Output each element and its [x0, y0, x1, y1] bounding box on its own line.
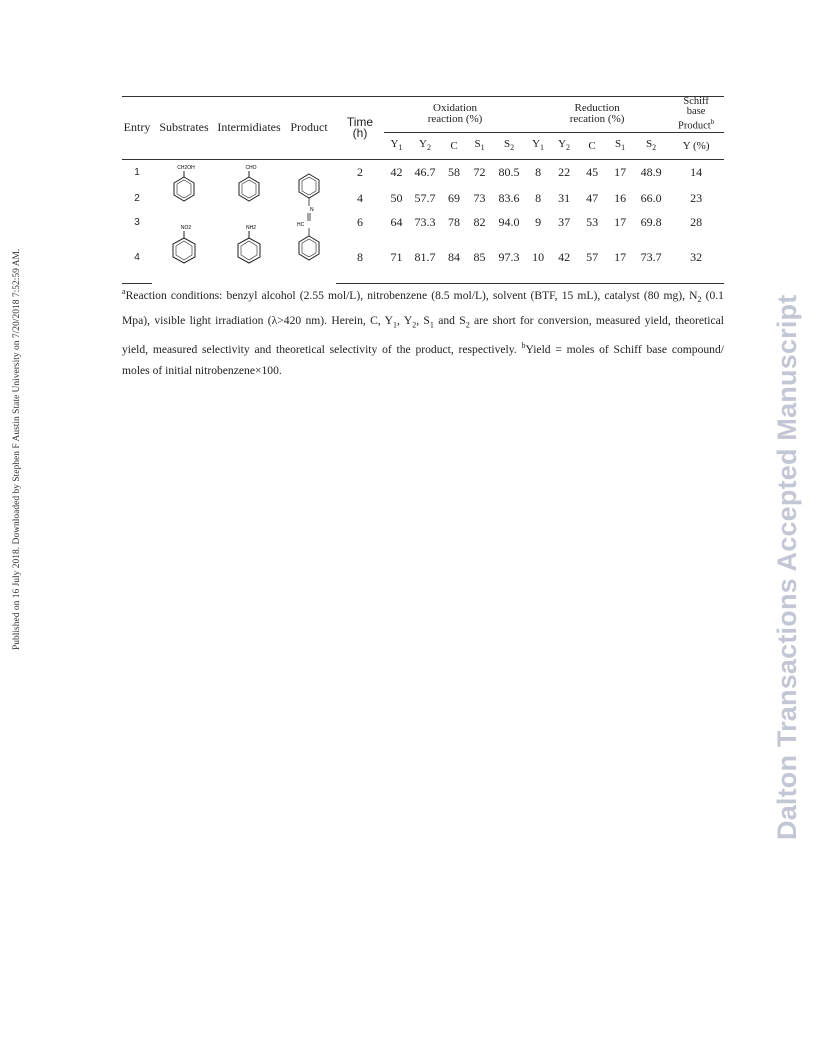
header-schiff-line2: base	[686, 106, 706, 117]
subheader-ox-c: C	[441, 132, 467, 159]
imine-hc-label: HC	[297, 222, 305, 229]
cell-ox-s1: 85	[467, 233, 492, 283]
cell-ox-y2: 81.7	[409, 233, 441, 283]
subheader-ox-y1: $Y_1$	[384, 132, 409, 159]
cell-yield: 28	[690, 214, 703, 229]
cell-ox-y1: 42	[390, 164, 403, 179]
watermark	[772, 220, 806, 840]
cell-ox-y2: 46.7	[414, 164, 436, 179]
header-time	[336, 97, 384, 160]
cell-ox-s1: 82	[473, 214, 486, 229]
nitro-group-label: NO2	[180, 225, 192, 231]
header-reduction-line2: recation (%)	[569, 113, 625, 126]
cell-red-y1: 9	[535, 214, 542, 229]
cell-red-y2: 42	[550, 233, 578, 283]
intermediate-structure	[216, 211, 282, 283]
header-time-label: Time	[346, 114, 374, 129]
header-reduction	[526, 97, 668, 133]
cell-red-s1: 16	[614, 190, 627, 205]
header-row-1	[122, 97, 724, 133]
cell-red-c: 45	[586, 164, 599, 179]
footnote-a-mark: a	[122, 287, 126, 296]
header-substrates: Substrates	[152, 97, 216, 160]
cell-entry: 4	[122, 233, 152, 283]
table-footnote: $^a$Reaction conditions: benzyl alcohol (2.55 mol/L), nitrobenzene (8.5 mol/L), solvent (BTF, 15 mL), catalyst (80 mg), $N_2$ (0.1 Mpa), visible light irradiation (λ>420 nm). Herein, C, $Y_1$, $Y_2$, $S_1$ and $S_2$ are short for conversion, measured yield, theoretical yield, measured selectivity and theoretical selectivity of the product, respectively. $^b$Yield = moles of Schiff base compound/ moles of initial nitrobenzene×100.	[122, 287, 724, 378]
cell-ox-y1: 71	[384, 233, 409, 283]
imine-n-label: N	[310, 207, 314, 214]
header-schiff-line1: Schiff	[683, 96, 709, 107]
cell-red-y2: 31	[558, 190, 571, 205]
cell-ox-c: 69	[448, 190, 460, 205]
substrate-structure	[152, 159, 216, 211]
cell-ox-y1: 64	[390, 214, 403, 229]
footnote-text-6: are short for conversion, measured yield, theoretical yield, measured selectivity and theoretical selectivity of the product, respectively.	[122, 314, 724, 357]
subheader-ox-s2: $S_2$	[492, 132, 526, 159]
header-oxidation-line2: reaction (%)	[427, 113, 483, 126]
cell-red-s2: 48.9	[640, 164, 662, 179]
cell-red-c: 47	[586, 190, 599, 205]
cell-ox-s2: 97.3	[492, 233, 526, 283]
cell-red-s1: 17	[606, 233, 634, 283]
cell-time: 4	[357, 190, 363, 205]
cell-ox-s2: 94.0	[498, 214, 520, 229]
subheader-ox-s1: $S_1$	[467, 132, 492, 159]
cell-ox-s2: 83.6	[498, 190, 520, 205]
aldehyde-group-label: CHO	[245, 165, 257, 172]
header-schiff	[668, 97, 724, 133]
cell-ox-y1: 50	[390, 190, 403, 205]
alcohol-group-label: CH2OH	[177, 165, 195, 172]
footnote-text-2: (0.1 Mpa), visible light irradiation (λ>420 nm). Herein, C, Y	[122, 288, 724, 328]
cell-time: 2	[357, 164, 363, 179]
cell-entry: 1	[134, 166, 140, 178]
subheader-yield: Y (%)	[668, 132, 724, 159]
subheader-red-s1: $S_1$	[606, 132, 634, 159]
cell-yield: 23	[690, 190, 703, 205]
cell-red-y1: 8	[535, 190, 542, 205]
footnote-text-1: Reaction conditions: benzyl alcohol (2.55 mol/L), nitrobenzene (8.5 mol/L), solvent (BTF, 15 mL), catalyst (80 mg), N	[125, 288, 698, 302]
subheader-red-y1: $Y_1$	[526, 132, 550, 159]
header-oxidation-line1: Oxidation	[433, 102, 478, 115]
cell-red-s1: 17	[614, 214, 627, 229]
cell-red-s2: 66.0	[640, 190, 662, 205]
product-structure	[282, 159, 336, 283]
cell-ox-c: 78	[448, 214, 460, 229]
table-row	[122, 211, 724, 233]
cell-ox-s2: 80.5	[498, 164, 520, 179]
subheader-ox-y2: $Y_2$	[409, 132, 441, 159]
cell-yield: 32	[668, 233, 724, 283]
cell-red-y2: 22	[558, 164, 571, 179]
cell-red-c: 53	[586, 214, 599, 229]
header-product: Product	[282, 97, 336, 160]
cell-time: 8	[336, 233, 384, 283]
substrate-structure	[152, 211, 216, 283]
header-oxidation	[384, 97, 526, 133]
subheader-red-y2: $Y_2$	[550, 132, 578, 159]
subheader-red-s2: $S_2$	[634, 132, 668, 159]
results-table	[122, 96, 724, 284]
intermediate-structure	[216, 159, 282, 211]
cell-red-s1: 17	[614, 164, 627, 179]
benzaldehyde-structure	[229, 163, 269, 207]
cell-time: 6	[357, 214, 363, 229]
cell-red-s2: 69.8	[640, 214, 662, 229]
cell-ox-c: 58	[448, 164, 460, 179]
cell-red-y2: 37	[558, 214, 571, 229]
download-notice-text: Published on 16 July 2018. Downloaded by Stephen F Austin State University on 7/20/2018 7:52:59 AM.	[12, 248, 22, 650]
header-entry: Entry	[122, 97, 152, 160]
header-schiff-line3: Product$^b$	[678, 118, 715, 132]
subheader-red-c: C	[578, 132, 606, 159]
cell-ox-y2: 73.3	[414, 214, 436, 229]
cell-entry: 2	[134, 192, 140, 204]
cell-red-s2: 73.7	[634, 233, 668, 283]
cell-ox-s1: 72	[473, 164, 486, 179]
cell-red-y1: 8	[535, 164, 542, 179]
cell-entry: 3	[134, 216, 140, 228]
header-time-unit: (h)	[352, 125, 368, 140]
amine-group-label: NH2	[245, 225, 257, 231]
footnote-text-7: Yield = moles of Schiff base compound/ moles of initial nitrobenzene×100.	[122, 343, 724, 378]
table-row	[122, 159, 724, 185]
cell-ox-c: 84	[441, 233, 467, 283]
header-reduction-line1: Reduction	[574, 102, 620, 115]
cell-red-y1: 10	[526, 233, 550, 283]
schiff-base-structure	[291, 166, 327, 276]
cell-ox-s1: 73	[473, 190, 486, 205]
download-notice	[12, 200, 22, 650]
footnote-b-mark: b	[521, 341, 526, 351]
header-intermediates: Intermidiates	[216, 97, 282, 160]
aniline-structure	[229, 222, 269, 272]
cell-ox-y2: 57.7	[414, 190, 436, 205]
watermark-text: Dalton Transactions Accepted Manuscript	[772, 294, 802, 840]
cell-yield: 14	[690, 164, 703, 179]
nitrobenzene-structure	[164, 222, 204, 272]
benzyl-alcohol-structure	[164, 163, 204, 207]
cell-red-c: 57	[578, 233, 606, 283]
